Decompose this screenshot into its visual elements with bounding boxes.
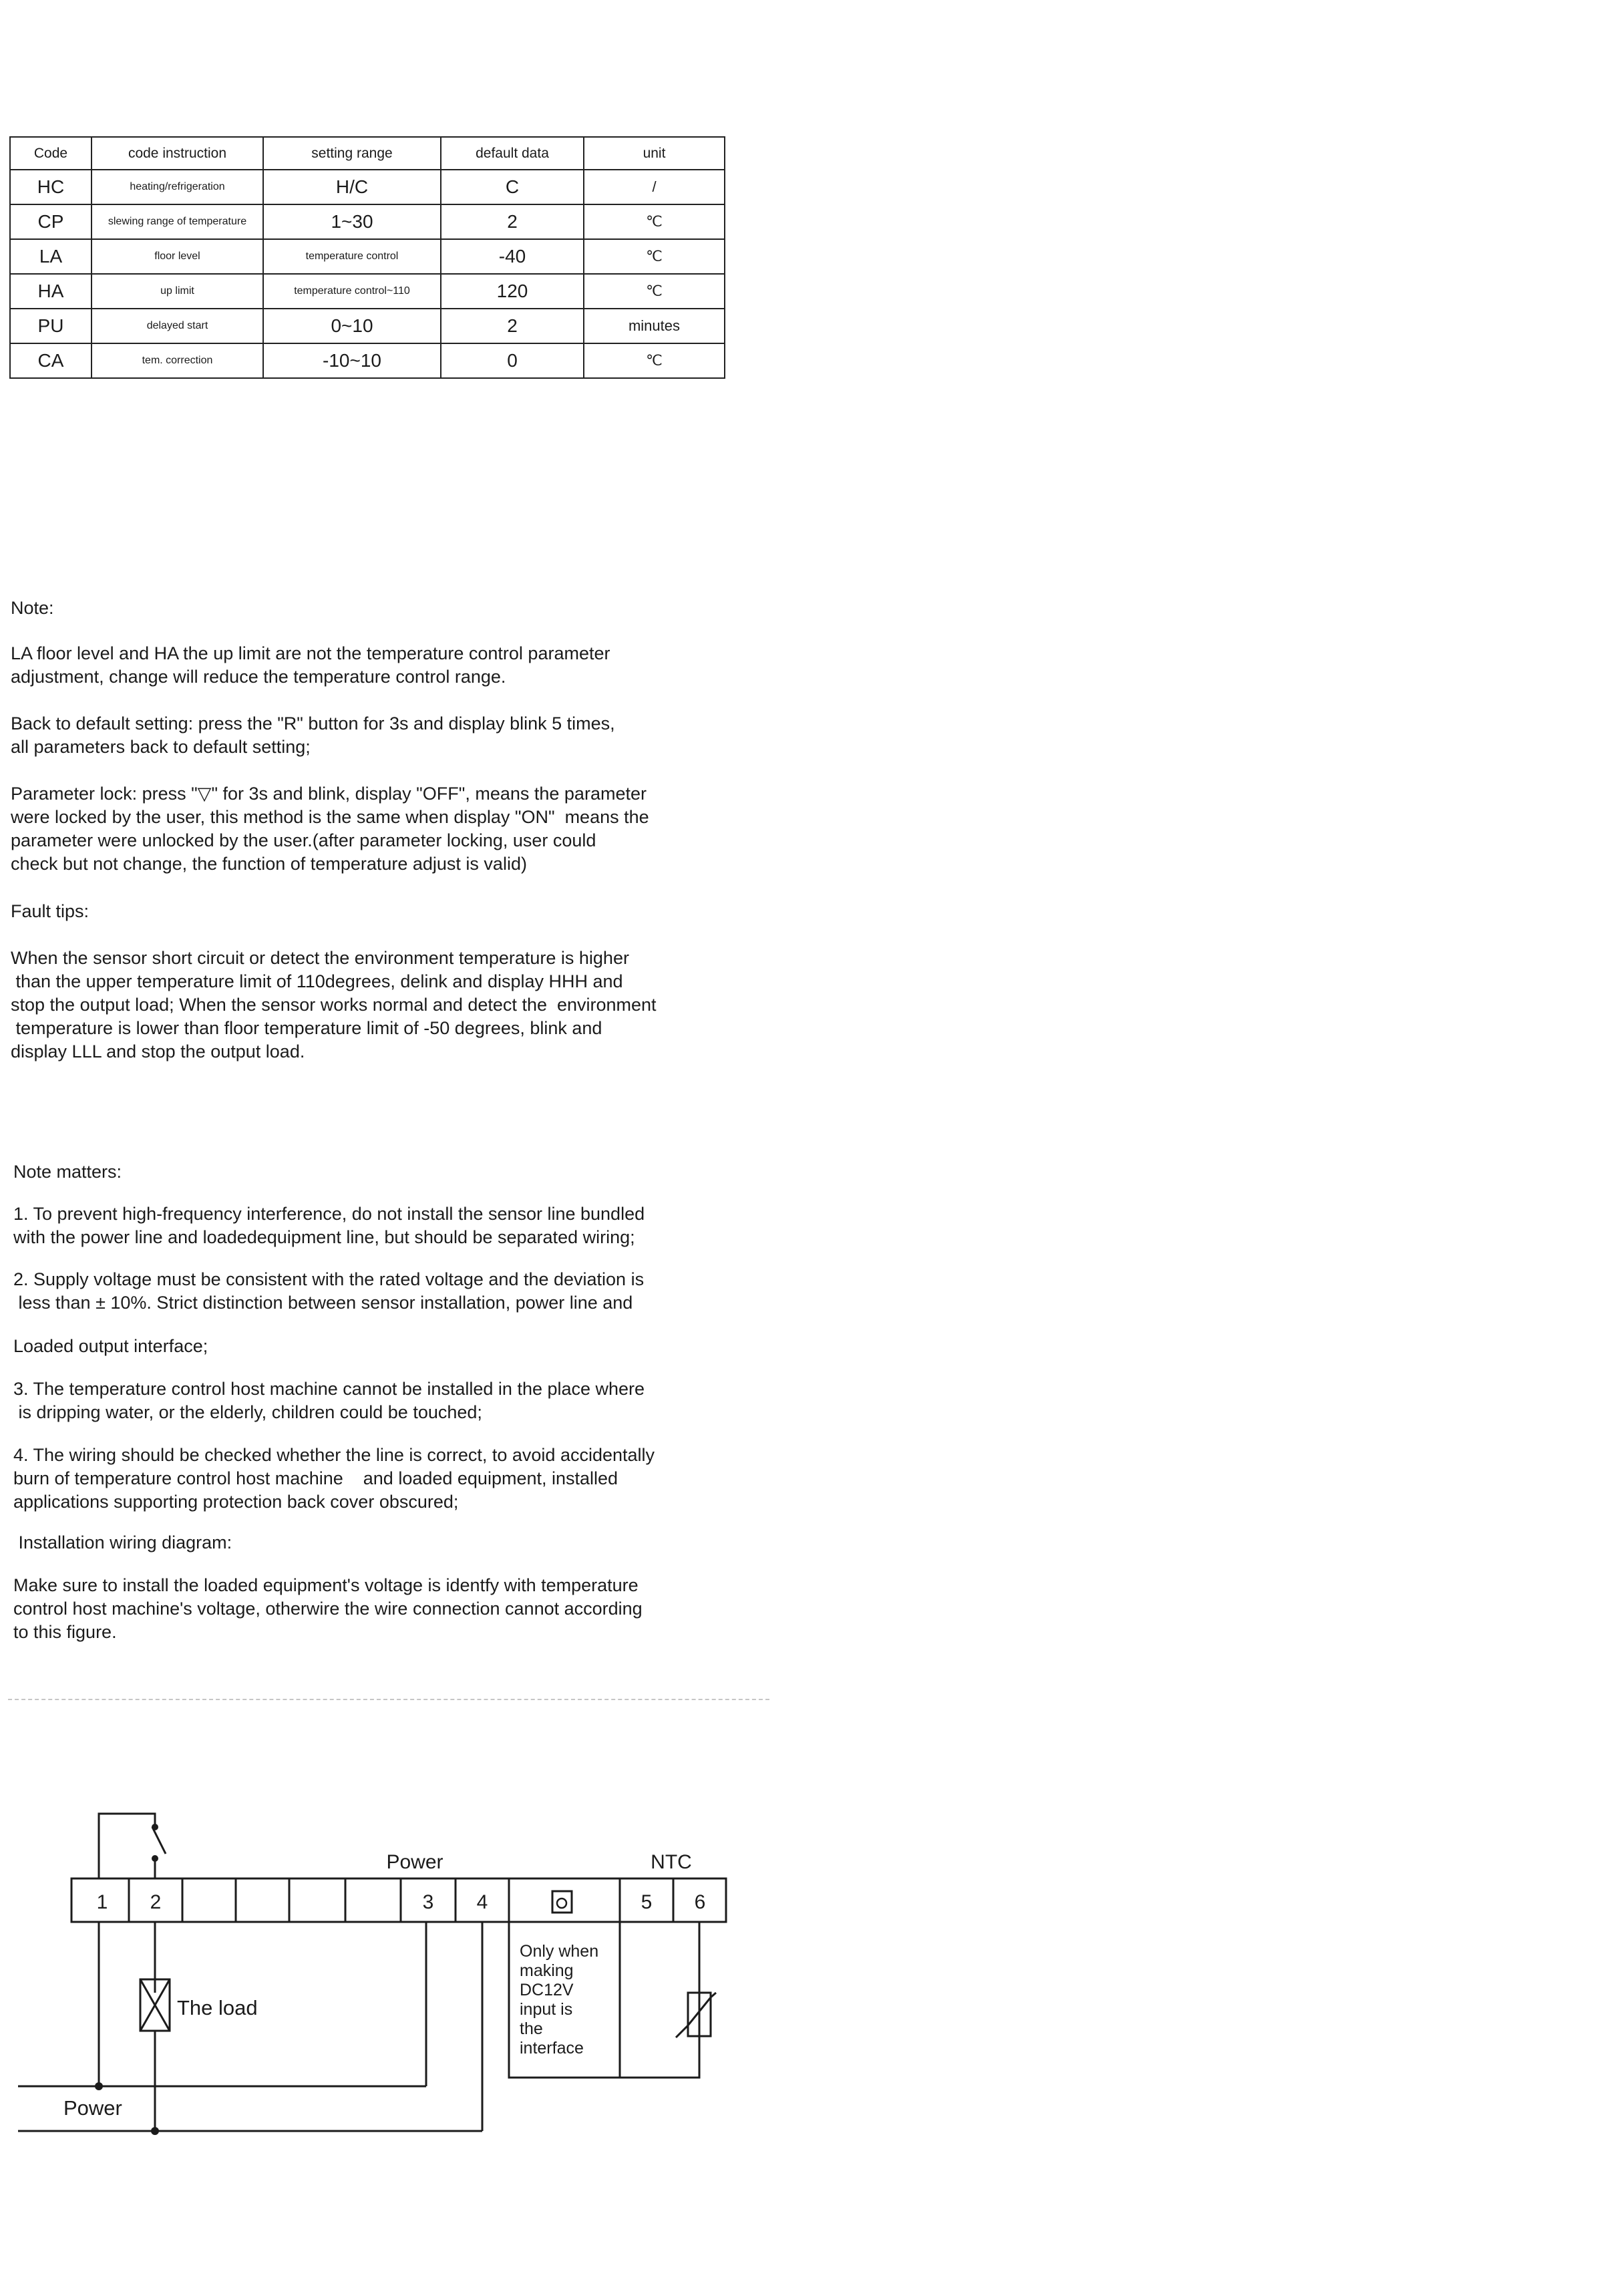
- dc-note-line: making: [520, 1961, 574, 1980]
- header-code: Code: [10, 137, 92, 170]
- wiring-diagram: [0, 1777, 775, 2151]
- note-heading: Note:: [11, 598, 54, 618]
- header-instruction: code instruction: [92, 137, 263, 170]
- cell-unit: /: [584, 170, 725, 204]
- matters-item-4: 4. The wiring should be checked whether the line is correct, to avoid accidentally burn of temperature control host machine and loaded equipment, installed applications supporting protection back cover obscured;: [13, 1445, 655, 1512]
- cell-unit: minutes: [584, 309, 725, 343]
- dc-note-line: the: [520, 2019, 543, 2038]
- cell-code: PU: [10, 309, 92, 343]
- cell-range: -10~10: [263, 343, 441, 378]
- cell-instruction: delayed start: [92, 309, 263, 343]
- cell-unit: ℃: [584, 204, 725, 239]
- fault-heading: Fault tips:: [11, 901, 90, 921]
- note-paragraph-range: LA floor level and HA the up limit are not the temperature control parameter adjustment, change will reduce the temperature control range.: [11, 643, 610, 687]
- dc-note-line: interface: [520, 2039, 584, 2058]
- ntc-label: NTC: [651, 1851, 692, 1873]
- cell-range: 0~10: [263, 309, 441, 343]
- table-row: [10, 309, 725, 343]
- terminal-3-label: 3: [422, 1891, 434, 1913]
- note-paragraph-default: Back to default setting: press the "R" button for 3s and display blink 5 times, all parameters back to default setting;: [11, 713, 615, 757]
- terminal-4-label: 4: [476, 1891, 488, 1913]
- matters-item-1: 1. To prevent high-frequency interference, do not install the sensor line bundled with the power line and loadedequipment line, but should be separated wiring;: [13, 1204, 645, 1247]
- matters-item-2-continued: Loaded output interface;: [13, 1336, 208, 1356]
- table-row: [10, 170, 725, 204]
- dc-note-line: input is: [520, 2000, 573, 2019]
- header-unit: unit: [584, 137, 725, 170]
- fault-paragraph: When the sensor short circuit or detect the environment temperature is higher than the upper temperature limit of 110degrees, delink and display HHH and stop the output load; When the sensor works normal and detect the environment temperature is lower than floor temperature limit of -50 degrees, blink and display LLL and stop the output load.: [11, 948, 657, 1061]
- cell-default: C: [441, 170, 584, 204]
- note-paragraph-lock: Parameter lock: press "▽" for 3s and blink, display "OFF", means the parameter were locked by the user, this method is the same when display "ON" means the parameter were unlocked by the user.(after parameter locking, user could check but not change, the function of temperature adjust is valid): [11, 784, 649, 874]
- cell-default: 2: [441, 309, 584, 343]
- dc-note-line: DC12V: [520, 1981, 574, 1999]
- cell-range: H/C: [263, 170, 441, 204]
- cell-instruction: tem. correction: [92, 343, 263, 378]
- section-divider: [8, 1699, 769, 1700]
- table-header-row: [10, 137, 725, 170]
- terminal-6-label: 6: [694, 1891, 706, 1913]
- parameter-table: [9, 136, 725, 379]
- terminal-2-label: 2: [150, 1891, 162, 1913]
- terminal-1-label: 1: [96, 1891, 108, 1913]
- cell-instruction: heating/refrigeration: [92, 170, 263, 204]
- cell-instruction: floor level: [92, 239, 263, 274]
- header-default-data: default data: [441, 137, 584, 170]
- wiring-diagram-note: Make sure to install the loaded equipment's voltage is identfy with temperature control host machine's voltage, otherwire the wire connection cannot according to this figure.: [13, 1575, 643, 1642]
- cell-unit: ℃: [584, 343, 725, 378]
- matters-heading: Note matters:: [13, 1162, 122, 1182]
- matters-item-3: 3. The temperature control host machine cannot be installed in the place where is dripping water, or the elderly, children could be touched;: [13, 1379, 645, 1422]
- terminal-strip: [71, 1878, 726, 1922]
- table-row: [10, 343, 725, 378]
- cell-range: temperature control~110: [263, 274, 441, 309]
- cell-default: 120: [441, 274, 584, 309]
- table-row: [10, 274, 725, 309]
- cell-range: temperature control: [263, 239, 441, 274]
- wiring-diagram-heading: Installation wiring diagram:: [13, 1532, 232, 1552]
- dc-jack-icon: [552, 1891, 572, 1913]
- cell-instruction: slewing range of temperature: [92, 204, 263, 239]
- power-label-bottom: Power: [63, 2096, 122, 2120]
- cell-code: CA: [10, 343, 92, 378]
- cell-unit: ℃: [584, 274, 725, 309]
- table-row: [10, 204, 725, 239]
- cell-default: 2: [441, 204, 584, 239]
- matters-item-2: 2. Supply voltage must be consistent with the rated voltage and the deviation is less than ± 10%. Strict distinction between sensor installation, power line and: [13, 1269, 645, 1313]
- switch-contact: [152, 1827, 166, 1854]
- cell-code: CP: [10, 204, 92, 239]
- power-label-top: Power: [386, 1851, 443, 1873]
- dc-note-line: Only when: [520, 1942, 599, 1961]
- cell-range: 1~30: [263, 204, 441, 239]
- cell-default: 0: [441, 343, 584, 378]
- cell-code: HC: [10, 170, 92, 204]
- cell-unit: ℃: [584, 239, 725, 274]
- cell-code: HA: [10, 274, 92, 309]
- terminal-5-label: 5: [641, 1891, 653, 1913]
- header-setting-range: setting range: [263, 137, 441, 170]
- cell-default: -40: [441, 239, 584, 274]
- table-row: [10, 239, 725, 274]
- cell-instruction: up limit: [92, 274, 263, 309]
- load-label: The load: [177, 1996, 258, 2019]
- cell-code: LA: [10, 239, 92, 274]
